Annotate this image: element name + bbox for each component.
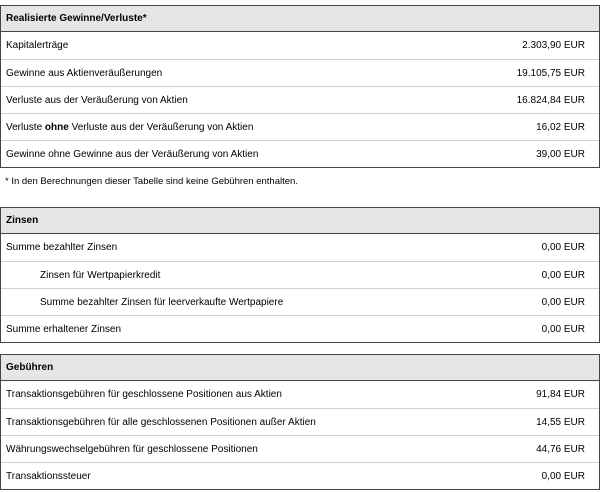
row-value: 0,00 EUR xyxy=(541,296,585,308)
row-label: Transaktionssteuer xyxy=(6,470,91,482)
row-value: 2.303,90 EUR xyxy=(522,40,585,51)
row-value: 16.824,84 EUR xyxy=(516,94,585,106)
row-label: Summe bezahlter Zinsen für leerverkaufte Wertpapiere xyxy=(40,296,284,308)
table-row xyxy=(1,59,599,86)
interest-table xyxy=(0,207,600,343)
table-row xyxy=(1,234,599,261)
table-row xyxy=(1,288,599,315)
table-row xyxy=(1,140,599,167)
row-label: Kapitalerträge xyxy=(6,40,69,51)
row-value: 0,00 EUR xyxy=(541,470,585,482)
row-value: 44,76 EUR xyxy=(536,443,585,455)
table-row xyxy=(1,261,599,288)
row-label-start: Verluste xyxy=(6,121,43,133)
row-label xyxy=(6,122,253,133)
row-value: 0,00 EUR xyxy=(541,242,585,253)
interest-table-title: Zinsen xyxy=(1,208,599,234)
row-value: 19.105,75 EUR xyxy=(516,67,585,79)
row-value: 0,00 EUR xyxy=(541,269,585,281)
table-row xyxy=(1,86,599,113)
table-row xyxy=(1,315,599,342)
row-value: 39,00 EUR xyxy=(536,148,585,160)
row-label: Transaktionsgebühren für geschlossene Positionen aus Aktien xyxy=(6,389,282,400)
gains-table-title: Realisierte Gewinne/Verluste* xyxy=(1,6,599,32)
table-row xyxy=(1,462,599,489)
row-label: Währungswechselgebühren für geschlossene Positionen xyxy=(6,443,258,455)
row-label: Summe erhaltener Zinsen xyxy=(6,323,122,335)
table-row xyxy=(1,32,599,59)
row-label: Gewinne aus Aktienveräußerungen xyxy=(6,67,163,79)
footnote: * In den Berechnungen dieser Tabelle sind keine Gebühren enthalten. xyxy=(5,176,298,187)
fees-table xyxy=(0,354,600,490)
table-row xyxy=(1,381,599,408)
row-label: Transaktionsgebühren für alle geschlossenen Positionen außer Aktien xyxy=(6,416,316,428)
row-label: Summe bezahlter Zinsen xyxy=(6,242,118,253)
row-label: Verluste aus der Veräußerung von Aktien xyxy=(6,94,188,106)
row-value: 0,00 EUR xyxy=(541,323,585,335)
row-value: 91,84 EUR xyxy=(536,389,585,400)
table-row xyxy=(1,435,599,462)
table-row xyxy=(1,113,599,140)
gains-table xyxy=(0,5,600,168)
row-label-emphasis: ohne xyxy=(44,121,69,133)
table-row xyxy=(1,408,599,435)
row-label-end: Verluste aus der Veräußerung von Aktien xyxy=(71,121,254,133)
row-label: Zinsen für Wertpapierkredit xyxy=(40,269,161,281)
row-value: 16,02 EUR xyxy=(536,121,585,133)
row-value: 14,55 EUR xyxy=(536,416,585,428)
row-label: Gewinne ohne Gewinne aus der Veräußerung von Aktien xyxy=(6,148,259,160)
fees-table-title: Gebühren xyxy=(1,355,599,381)
